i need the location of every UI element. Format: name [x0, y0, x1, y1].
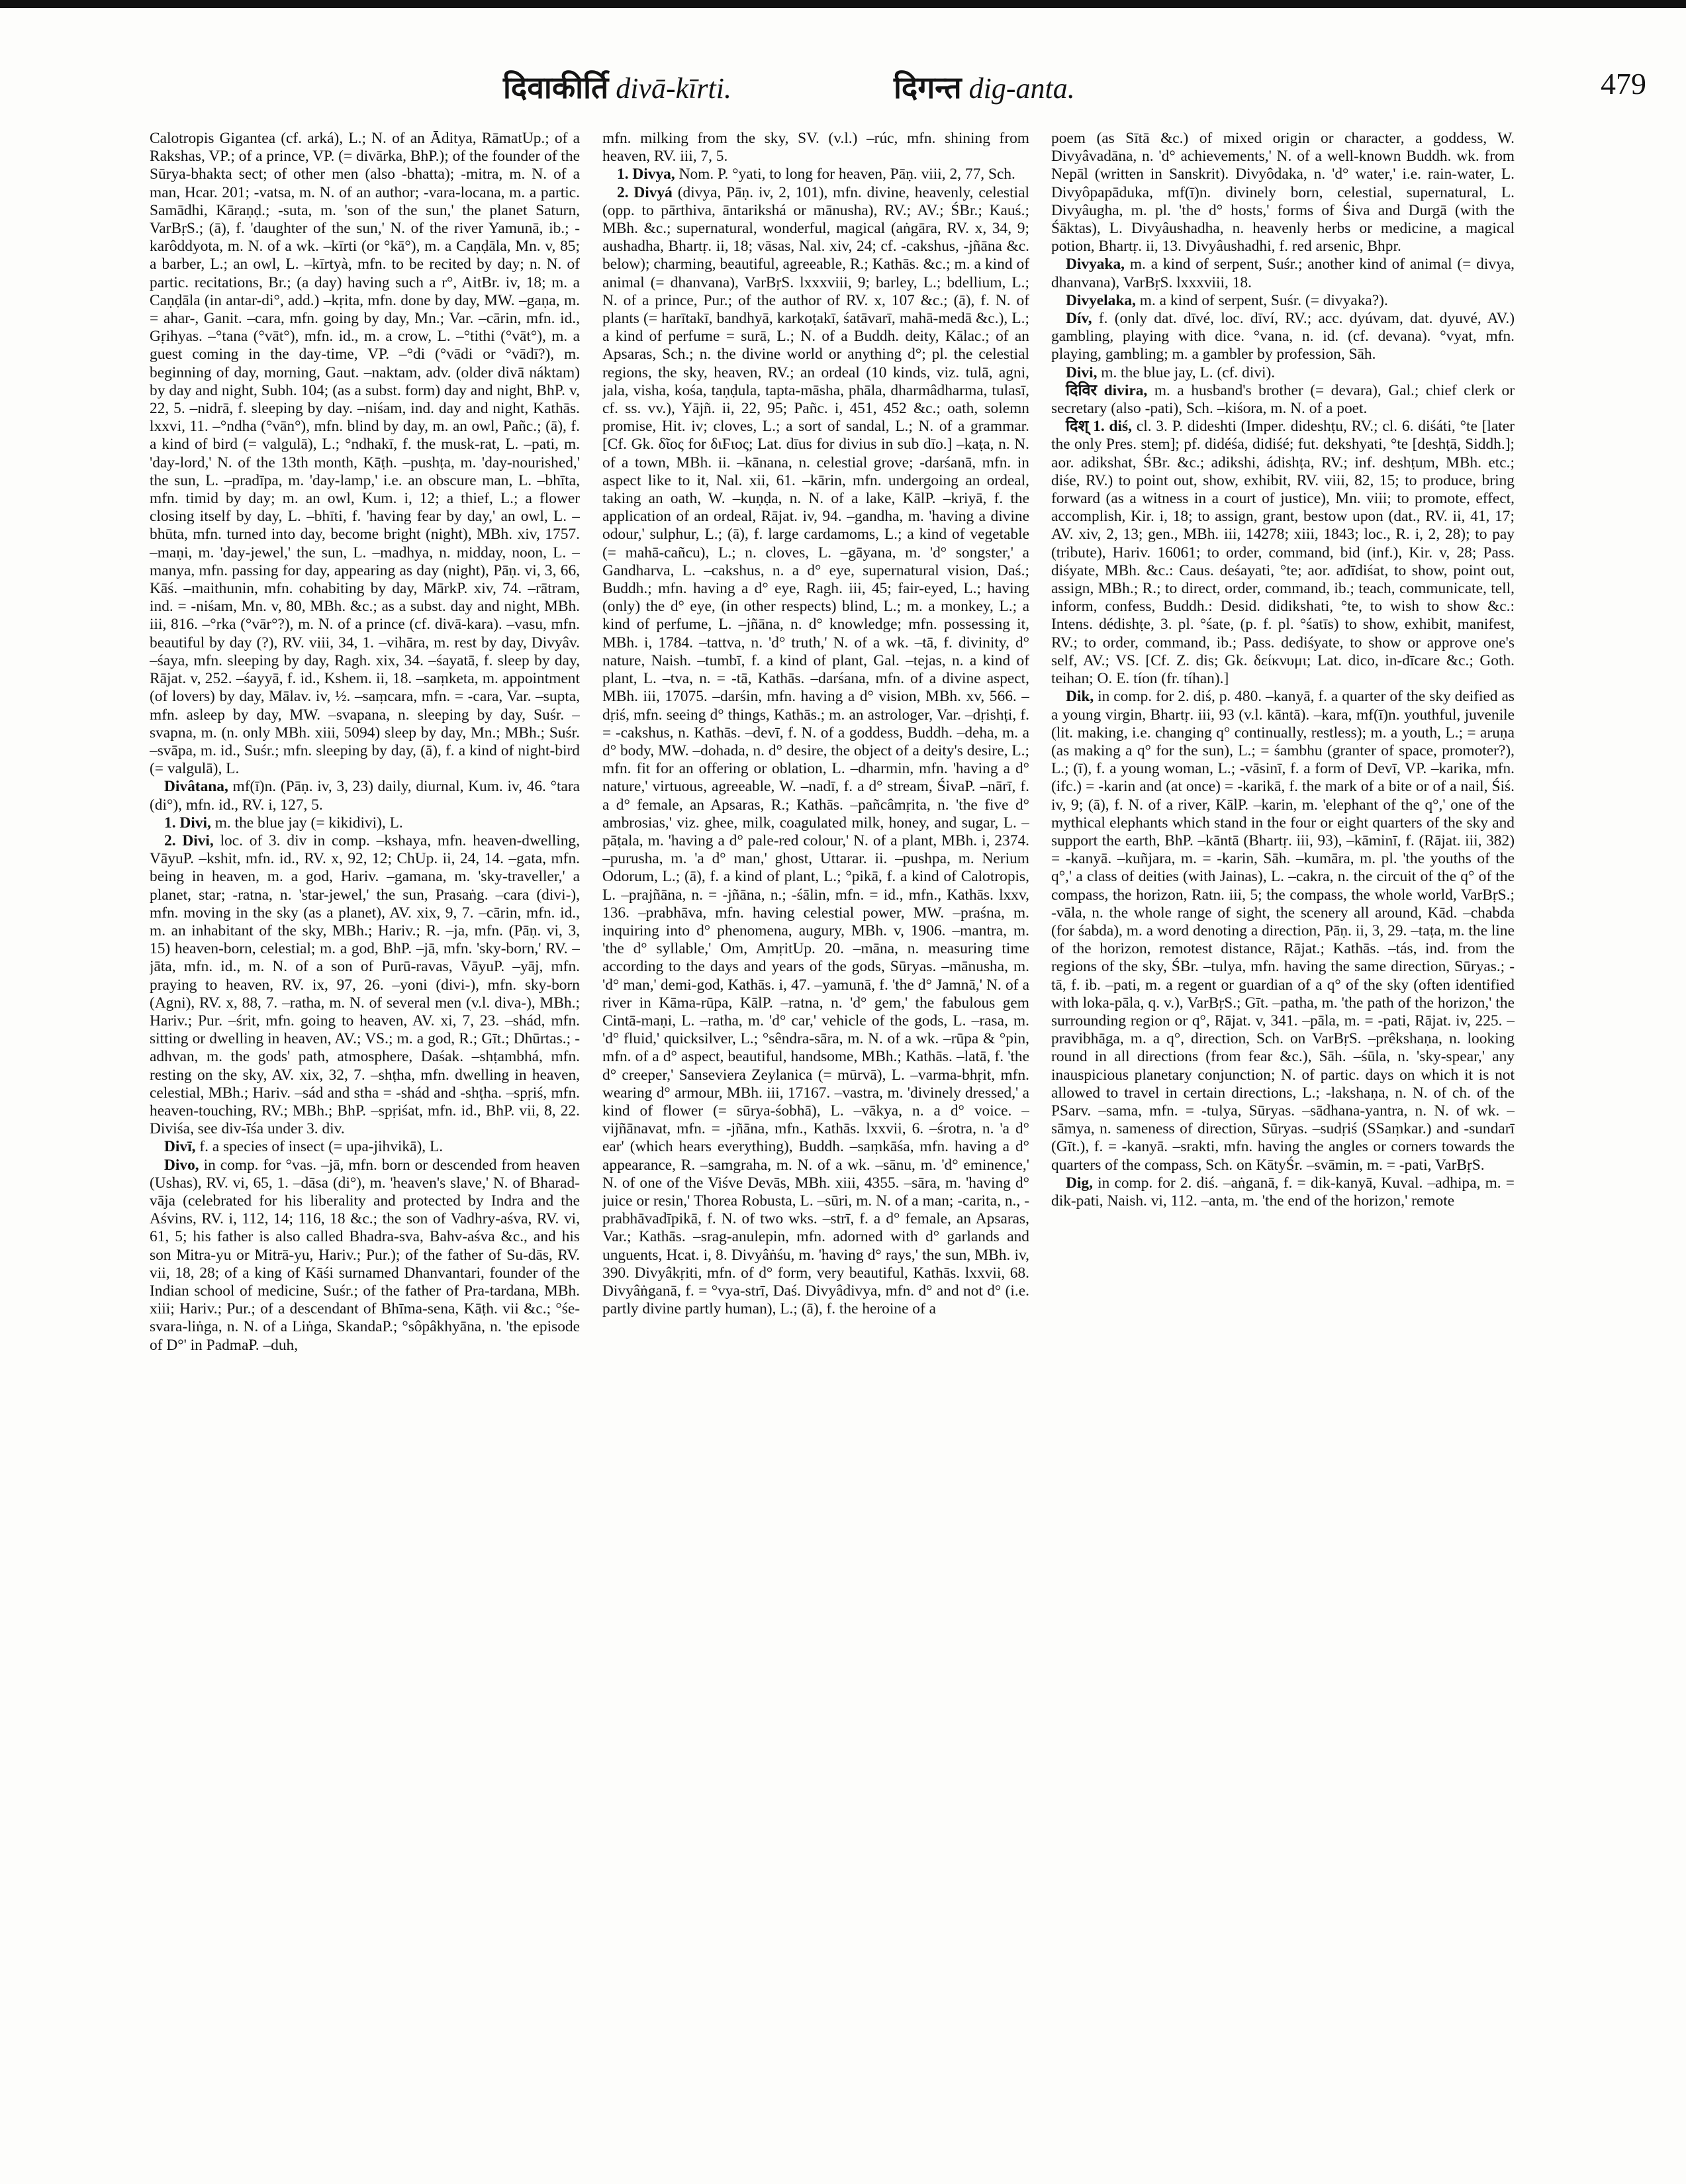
dictionary-entry	[150, 814, 580, 832]
entry-text: m. the blue jay, L. (cf. divi).	[1101, 363, 1276, 381]
running-head-left-roman: divā-kīrti.	[616, 72, 731, 105]
entry-text: in comp. for 2. diś. –aṅganā, f. = dik-kanyā, Kuval. –adhipa, m. = dik-pati, Naish. vi, 112. –anta, m. 'the end of the horizon,' remote	[1051, 1174, 1515, 1210]
entry-text: f. a species of insect (= upa-jihvikā), L.	[199, 1138, 444, 1156]
dictionary-entry	[602, 166, 1029, 183]
running-head-right-devanagari: दिगन्त	[894, 70, 962, 105]
entry-text: Calotropis Gigantea (cf. arká), L.; N. of an Āditya, RāmatUp.; of a Rakshas, VP.; of a prince, VP. (= divārka, BhP.); of the founder of the Sūrya-bhakta sect; of other men (also -bhatta); -mitra, m. N. of a man, Hcar. 201; -vatsa, m. N. of an author; -vara-locana, m. a partic. Samādhi, Kāraṇḍ.; -suta, m. 'son of the sun,' the planet Saturn, VarBṛS.; (ā), f. 'daughter of the sun,' N. of the river Yamunā, ib.; -karôddyota, m. N. of a wk. –kīrti (or °kā°), m. a Caṇḍāla, Mn. v, 85; a barber, L.; an owl, L. –kīrtyà, mfn. to be recited by day; n. N. of partic. recitations, Br.; (a day) having such a r°, AitBr. iv, 18; m. a Caṇḍāla (in antar-di°, add.) –kṛita, mfn. done by day, MW. –gaṇa, m. = ahar-, Ganit. –cara, mfn. going by day, Mn.; Var. –cārin, mfn. id., Gṛihyas. –°tana (°vāt°), mfn. id., m. a crow, L. –°tithi (°vāt°), m. a guest coming in the day-time, VP. –°di (°vādi or °vādī?), m. beginning of day, morning, Gaut. –naktam, adv. (older divā náktam) by day and night, Subh. 104; (as a subst. form) day and night, BhP. v, 22, 5. –nidrā, f. sleeping by day. –niśam, ind. day and night, Kathās. lxxvi, 11. –°ndha (°vān°), mfn. blind by day, m. an owl, Pañc.; (ā), f. a kind of bird (= valgulā), L.; °ndhakī, f. the musk-rat, L. –pati, m. 'day-lord,' N. of the 13th month, Kāṭh. –pushṭa, m. 'day-nourished,' the sun, L. –pradīpa, m. 'day-lamp,' i.e. an obscure man, L. –bhīta, mfn. timid by day; m. an owl, Kum. i, 12; a thief, L.; a flower closing itself by day, L. –bhīti, f. 'having fear by day,' an owl, L. –bhūta, mfn. turned into day, become bright (night), MBh. xiv, 1757. –maṇi, m. 'day-jewel,' the sun, L. –madhya, n. midday, noon, L. –manya, mfn. passing for day, appearing as day (night), Pāṇ. vi, 3, 66, Kāś. –maithunin, mfn. cohabiting by day, MārkP. xiv, 74. –rātram, ind. = -niśam, Mn. v, 80, MBh. &c.; as a subst. day and night, MBh. iii, 816. –°rka (°vār°?), m. N. of a prince (cf. divā-kara). –vasu, mfn. beautiful by day (?), RV. viii, 34, 1. –vihāra, m. rest by day, Divyâv. –śaya, mfn. sleeping by day, Ragh. xix, 34. –śayatā, f. sleep by day, Rājat. v, 252. –śayyā, f. id., Kshem. ii, 18. –saṃketa, m. appointment (of lovers) by day, Mālav. iv, ½. –saṃcara, mfn. = -cara, Var. –supta, mfn. asleep by day, MW. –svapana, n. sleeping by day, Suśr. –svapna, m. (n. only MBh. xiii, 5094) sleep by day, Mn.; MBh.; Suśr. –svāpa, m. id., Suśr.; mfn. sleeping by day, (ā), f. a kind of night-bird (= valgulā), L.	[150, 130, 580, 778]
dictionary-entry	[602, 184, 1029, 1319]
entry-text: poem (as Sītā &c.) of mixed origin or character, a goddess, W. Divyâvadāna, n. 'd° achievements,' N. of a well-known Buddh. wk. from Nepāl (written in Sanskrit). Divyôdaka, n. 'd° water,' i.e. rain-water, L. Divyôpapāduka, mf(ī)n. divinely born, celestial, supernatural, L. Divyâugha, m. pl. 'the d° hosts,' forms of Śiva and Durgā (with the Śāktas), L. Divyâushadha, n. heavenly herbs or medicine, a magical potion, Bhartṛ. ii, 13. Divyâushadhi, f. red arsenic, Bhpr.	[1051, 130, 1515, 256]
entry-headword: 2. Divi,	[164, 831, 214, 849]
entry-text: m. a kind of serpent, Suśr. (= divyaka?).	[1139, 291, 1388, 309]
dictionary-entry	[1051, 310, 1515, 364]
entry-headword: 1. Divi,	[164, 814, 211, 831]
dictionary-entry	[150, 778, 580, 814]
dictionary-entry	[602, 130, 1029, 166]
entry-headword: 2. Divyá	[617, 183, 673, 201]
running-head-right	[894, 66, 1075, 107]
dictionary-entry	[1051, 364, 1515, 382]
entry-headword: Divo,	[164, 1156, 199, 1174]
dictionary-entry	[150, 832, 580, 1138]
entry-headword: Dig,	[1066, 1174, 1093, 1192]
page-header	[0, 66, 1686, 119]
running-head-left	[503, 66, 731, 107]
entry-text: mfn. milking from the sky, SV. (v.l.) –rúc, mfn. shining from heaven, RV. iii, 7, 5.	[602, 130, 1029, 166]
entry-headword: 1. Divya,	[617, 166, 675, 183]
dictionary-entry	[1051, 256, 1515, 291]
entry-headword: Dik,	[1066, 688, 1094, 706]
entry-text: in comp. for 2. diś, p. 480. –kanyā, f. a quarter of the sky deified as a young virgin, Bhartṛ. iii, 93 (v.l. kāntā). –kara, mf(ī)n. youthful, juvenile (lit. making, i.e. changing q° continually, restless); m. a youth, L.; = aruṇa (as making a q° for the sun), L.; = śambhu (granter of space, promoter?), L.; (ī), f. a young woman, L.; -vāsinī, f. a form of Devī, VP. –karika, mfn. (ifc.) = -karin and (at once) = -karikā, f. the mark of a bite or of a nail, Śiś. iv, 9; (ā), f. N. of a river, KālP. –karin, m. 'elephant of the q°,' one of the mythical elephants which stand in the four or eight quarters of the sky and support the earth, BhP. –kāntā (Bhartṛ. iii, 93), –kāminī, f. (Rājat. iii, 382) = -kanyā. –kuñjara, m. = -karin, Sāh. –kumāra, m. pl. 'the youths of the q°,' a class of deities (with Jainas), L. –cakra, n. the circuit of the q° of the compass, the horizon, Ratn. iii, 5; the compass, the whole world, VarBṛS.; -vāla, n. the whole range of sight, the scenery all around, Kād. –chabda (for śabda), m. a word denoting a direction, Pāṇ. ii, 3, 29. –taṭa, m. the line of the horizon, remotest distance, Rājat.; Kathās. –tás, ind. from the regions of the sky, ŚBr. –tulya, mfn. having the same direction, Sūryas.; -tā, f. ib. –pati, m. a regent or guardian of a q° of the sky (often identified with loka-pāla, q. v.), VarBṛS.; Gīt. –patha, m. 'the path of the horizon,' the surrounding region or q°, Rājat. v, 341. –pāla, m. = -pati, Rājat. iv, 225. –pravibhāga, m. a q°, direction, Sch. on VarBṛS. –prêkshaṇa, n. looking round in all directions (from fear &c.), Sāh. –śūla, n. 'sky-spear,' any inauspicious planetary conjunction; N. of partic. days on which it is not allowed to travel in certain directions, L.; -lakshaṇa, n. N. of ch. of the PSarv. –sama, mfn. = -tulya, Sūryas. –sādhana-yantra, n. N. of wk. –sāmya, n. sameness of direction, Sūryas. –sudṛiś (SSaṃkar.) and -sundarī (Gīt.), f. = -kanyā. –srakti, mfn. having the angles or corners towards the quarters of the compass, Sch. on KātyŚr. –svāmin, m. = -pati, VarBṛS.	[1051, 688, 1515, 1174]
entry-text: m. the blue jay (= kikidivi), L.	[214, 814, 403, 831]
entry-text: mf(ī)n. (Pāṇ. iv, 3, 23) daily, diurnal, Kum. iv, 46. °tara (di°), mfn. id., RV. i, 127, 5.	[150, 778, 580, 814]
entry-text: Nom. P. °yati, to long for heaven, Pāṇ. viii, 2, 77, Sch.	[679, 166, 1015, 183]
entry-headword: Dív,	[1066, 310, 1092, 328]
entry-headword: Divī,	[164, 1138, 196, 1156]
entry-text: f. (only dat. dīvé, loc. dīví, RV.; acc. dyúvam, dat. dyuvé, AV.) gambling, playing with dice. °vana, n. id. (cf. devana). °vyat, mfn. playing, gambling; m. a gambler by profession, Sāh.	[1051, 310, 1515, 363]
entry-text: (divya, Pāṇ. iv, 2, 101), mfn. divine, heavenly, celestial (opp. to pārthiva, āntarikshá or mānusha), RV.; AV.; ŚBr.; Kauś.; MBh. &c.; supernatural, wonderful, magical (aṅgāra, RV. x, 34, 9; aushadha, Bhartṛ. ii, 18; vāsas, Nal. xiv, 24; cf. -cakshus, -jñāna &c. below); charming, beautiful, agreeable, R.; Kathās. &c.; m. a kind of animal (= dhanvana), VarBṛS. lxxxviii, 9; barley, L.; bdellium, L.; N. of a prince, Pur.; of the author of RV. x, 107 &c.; (ā), f. N. of plants (= harītakī, bandhyā, karkoṭakī, śatāvarī, mahā-medā &c.), L.; a kind of perfume = surā, L.; N. of a Buddh. deity, Kālac.; of an Apsaras, Sch.; n. the divine world or anything d°; pl. the celestial regions, the sky, heaven, RV.; an ordeal (10 kinds, viz. tulā, agni, jala, visha, kośa, taṇḍula, tapta-māsha, phāla, dharmâdharma, tulasī, cf. ss. vv.), Yājñ. ii, 22, 95; Pañc. i, 451, 452 &c.; oath, solemn promise, Hit. iv; cloves, L.; a sort of sandal, L.; N. of a grammar. [Cf. Gk. δῖος for διϜιος; Lat. dīus for divius in sub dīo.] –kaṭa, n. N. of a town, MBh. ii. –kānana, n. celestial grove; -darśanā, mfn. in aspect like to it, Nal. xii, 61. –kārin, mfn. undergoing an ordeal, taking an oath, W. –kuṇḍa, n. N. of a lake, KālP. –kriyā, f. the application of an ordeal, Rājat. iv, 94. –gandha, m. 'having a divine odour,' sulphur, L.; (ā), f. large cardamoms, L.; a kind of vegetable (= mahā-cañcu), L.; n. cloves, L. –gāyana, m. 'd° songster,' a Gandharva, L. –cakshus, n. a d° eye, supernatural vision, Daś.; Buddh.; mfn. having a d° eye, Ragh. iii, 45; fair-eyed, L.; having (only) the d° eye, (in other respects) blind, L.; m. a monkey, L.; a kind of perfume, L. –jñāna, n. d° knowledge; mfn. possessing it, MBh. i, 1784. –tattva, n. 'd° truth,' N. of a wk. –tā, f. divinity, d° nature, Naish. –tumbī, f. a kind of plant, Gal. –tejas, n. a kind of plant, L. –tva, n. = -tā, Kathās. –darśana, mfn. of a divine aspect, MBh. iii, 17075. –darśin, mfn. having a d° vision, MBh. xv, 566. –dṛiś, mfn. seeing d° things, Kathās.; m. an astrologer, Var. –dṛishṭi, f. = -cakshus, n. Kathās. –devī, f. N. of a goddess, Buddh. –deha, m. a d° body, MW. –dohada, n. d° desire, the object of a deity's desire, L.; mfn. fit for an offering or oblation, L. –dharmin, mfn. 'having a d° nature,' virtuous, agreeable, W. –nadī, f. a d° stream, ŚivaP. –nārī, f. a d° female, an Apsaras, R.; Kathās. –pañcâmṛita, n. 'the five d° ambrosias,' viz. ghee, milk, coagulated milk, honey, and sugar, L. –pāṭala, m. 'having a d° pale-red colour,' N. of a plant, MBh. i, 2374. –purusha, m. 'a d° man,' ghost, Uttarar. ii. –pushpa, m. Nerium Odorum, L.; (ā), f. a kind of plant, L.; °pikā, f. a kind of Calotropis, L. –prajñāna, n. = -jñāna, n.; -śālin, mfn. = id., mfn., Kathās. lxxv, 136. –prabhāva, mfn. having celestial power, MW. –praśna, m. inquiring into d° phenomena, augury, MBh. v, 1906. –mantra, m. 'the d° syllable,' Om, AmṛitUp. 20. –māna, n. measuring time according to the days and years of the gods, Sūryas. –mānusha, m. 'd° man,' demi-god, Kathās. i, 47. –yamunā, f. 'the d° Jamnā,' N. of a river in Kāma-rūpa, KālP. –ratna, n. 'd° gem,' the fabulous gem Cintā-maṇi, L. –ratha, m. 'd° car,' vehicle of the gods, L. –rasa, m. 'd° fluid,' quicksilver, L.; °sêndra-sāra, m. N. of a wk. –rūpa & °pin, mfn. of a d° aspect, beautiful, handsome, MBh.; Kathās. –latā, f. 'the d° creeper,' Sanseviera Zeylanica (= mūrvā), L. –varma-bhṛit, mfn. wearing d° armour, MBh. iii, 17167. –vastra, m. 'divinely dressed,' a kind of flower (= sūrya-śobhā), L. –vākya, n. a d° voice. –vijñānavat, mfn. = -jñāna, mfn., Kathās. lxxvii, 6. –śrotra, n. 'a d° ear' (which hears everything), Buddh. –saṃkāśa, mfn. having a d° appearance, R. –samgraha, m. N. of a wk. –sānu, m. 'd° eminence,' N. of one of the Viśve Devās, MBh. xiii, 4355. –sāra, m. 'having d° juice or resin,' Thorea Robusta, L. –sūri, m. N. of a man; -carita, n., -prabhāvadīpikā, f. N. of two wks. –strī, f. a d° female, an Apsaras, Var.; Kathās. –srag-anulepin, mfn. adorned with d° garlands and unguents, Hcat. i, 8. Divyâṅśu, m. 'having d° rays,' the sun, MBh. iv, 390. Divyâkṛiti, mfn. of d° form, very beautiful, Kathās. lxxvii, 68. Divyâṅganā, f. = °vya-strī, Daś. Divyâdivya, mfn. d° and not d° (i.e. partly divine partly human), L.; (ā), f. the heroine of a	[602, 183, 1029, 1318]
page-number: 479	[1601, 67, 1646, 101]
running-head-right-roman: dig-anta.	[968, 72, 1075, 105]
dictionary-entry	[1051, 292, 1515, 310]
entry-text: loc. of 3. div in comp. –kshaya, mfn. heaven-dwelling, VāyuP. –kshit, mfn. id., RV. x, 92, 12; ChUp. ii, 24, 14. –gata, mfn. being in heaven, m. a god, Hariv. –gamana, m. 'sky-traveller,' a planet, star; -ratna, n. 'star-jewel,' the sun, Prasaṅg. –cara (divi-), mfn. moving in the sky (as a planet), AV. xix, 9, 7. –cārin, mfn. id., m. an inhabitant of the sky, MBh.; Hariv.; R. –ja, mfn. (Pāṇ. vi, 3, 15) heaven-born, celestial; m. a god, BhP. –jā, mfn. 'sky-born,' RV. –jāta, mfn. id., m. N. of a son of Purū-ravas, VāyuP. –yāj, mfn. praying to heaven, RV. ix, 97, 26. –yoni (divi-), mfn. sky-born (Agni), RV. x, 88, 7. –ratha, m. N. of several men (v.l. diva-), MBh.; Hariv.; Pur. –śrit, mfn. going to heaven, AV. xi, 7, 23. –shád, mfn. sitting or dwelling in heaven, AV.; VS.; m. a god, R.; Gīt.; Dhūrtas.; -adhvan, m. the gods' path, atmosphere, Daśak. –shṭambhá, mfn. resting on the sky, AV. xix, 32, 7. –shṭha, mfn. dwelling in heaven, celestial, MBh.; Hariv. –sád and stha = -shád and -shṭha. –spṛiś, mfn. heaven-touching, RV.; MBh.; BhP. –spṛiśat, mfn. id., BhP. vii, 8, 22. Diviśa, see div-īśa under 3. div.	[150, 831, 580, 1138]
entry-headword: दिविर divira,	[1066, 381, 1148, 399]
dictionary-entry	[1051, 130, 1515, 256]
dictionary-entry	[1051, 382, 1515, 418]
dictionary-entry	[150, 1138, 580, 1156]
entry-headword: Divâtana,	[164, 778, 228, 796]
entry-headword: Divyelaka,	[1066, 291, 1136, 309]
entry-headword: Divi,	[1066, 363, 1098, 381]
entry-text: cl. 3. P. dideshti (Imper. dideshṭu, RV.; cl. 6. diśáti, °te [later the only Pres. stem]; pf. didéśa, didiśé; fut. dekshyati, °te [deshṭā, Siddh.]; aor. adikshat, ŚBr. &c.; adikshi, ádishṭa, RV.; inf. deshṭum, MBh. etc.; diśe, RV.) to point out, show, exhibit, RV. viii, 82, 15; to produce, bring forward (as a witness in a court of justice), Mn. viii; to promote, effect, accomplish, Kir. i, 18; to assign, grant, bestow upon (dat., RV. ii, 41, 17; AV. xiv, 2, 13; gen., MBh. iii, 14278; xiii, 1843; loc., R. i, 2, 28); to pay (tribute), Hariv. 16061; to order, command, bid (inf.), Kir. v, 28; Pass. diśyate, MBh. &c.: Caus. deśayati, °te; aor. adīdiśat, to show, point out, assign, MBh.; R.; to direct, order, command, ib.; teach, communicate, tell, inform, confess, Buddh.: Desid. didikshati, °te, to wish to show &c.: Intens. dédishṭe, 3. pl. °śate, (p. f. pl. °śatīs) to show, exhibit, manifest, RV.; to order, command, ib.; Pass. dediśyate, to show or approve one's self, AV.; VS. [Cf. Z. dis; Gk. δείκνυμι; Lat. dico, in-dīcare &c.; Goth. teihan; O. E. tíon (fr. tíhan).]	[1051, 418, 1515, 688]
scan-top-edge	[0, 0, 1686, 8]
dictionary-entry	[150, 1157, 580, 1354]
column-1	[150, 130, 580, 2162]
entry-headword: दिश् 1. diś,	[1066, 418, 1133, 436]
dictionary-entry	[1051, 1174, 1515, 1210]
entry-text: in comp. for °vas. –jā, mfn. born or descended from heaven (Ushas), RV. vi, 65, 1. –dāsa (di°), m. 'heaven's slave,' N. of Bharad-vāja (celebrated for his liberality and protected by Indra and the Aśvins, RV. i, 112, 14; 116, 18 &c.; the son of Vadhry-aśva, RV. vi, 61, 5; his father is also called Bhadra-sva, Bahv-aśva &c., and his son Mitra-yu or Mitrā-yu, Hariv.; Pur.); of the father of Su-dās, RV. vii, 18, 28; of a king of Kāśi surnamed Dhanvantari, founder of the Indian school of medicine, Suśr.; of the father of Pra-tardana, MBh. xiii; Hariv.; Pur.; of a descendant of Bhīma-sena, Kāṭh. vii &c.; °śe-svara-liṅga, n. N. of a Liṅga, SkandaP.; °sôpâkhyāna, n. 'the episode of D°' in PadmaP. –duh,	[150, 1156, 580, 1354]
entry-text: m. a kind of serpent, Suśr.; another kind of animal (= divya, dhanvana), VarBṛS. lxxxviii, 18.	[1051, 256, 1515, 291]
running-head-left-devanagari: दिवाकीर्ति	[503, 70, 609, 105]
entry-headword: Divyaka,	[1066, 256, 1125, 273]
entry-text: m. a husband's brother (= devara), Gal.; chief clerk or secretary (also -pati), Sch. –kiśora, m. N. of a poet.	[1051, 381, 1515, 418]
column-3	[1051, 130, 1515, 2162]
column-2	[602, 130, 1029, 2162]
dictionary-entry	[150, 130, 580, 778]
dictionary-entry	[1051, 688, 1515, 1174]
dictionary-entry	[1051, 418, 1515, 688]
